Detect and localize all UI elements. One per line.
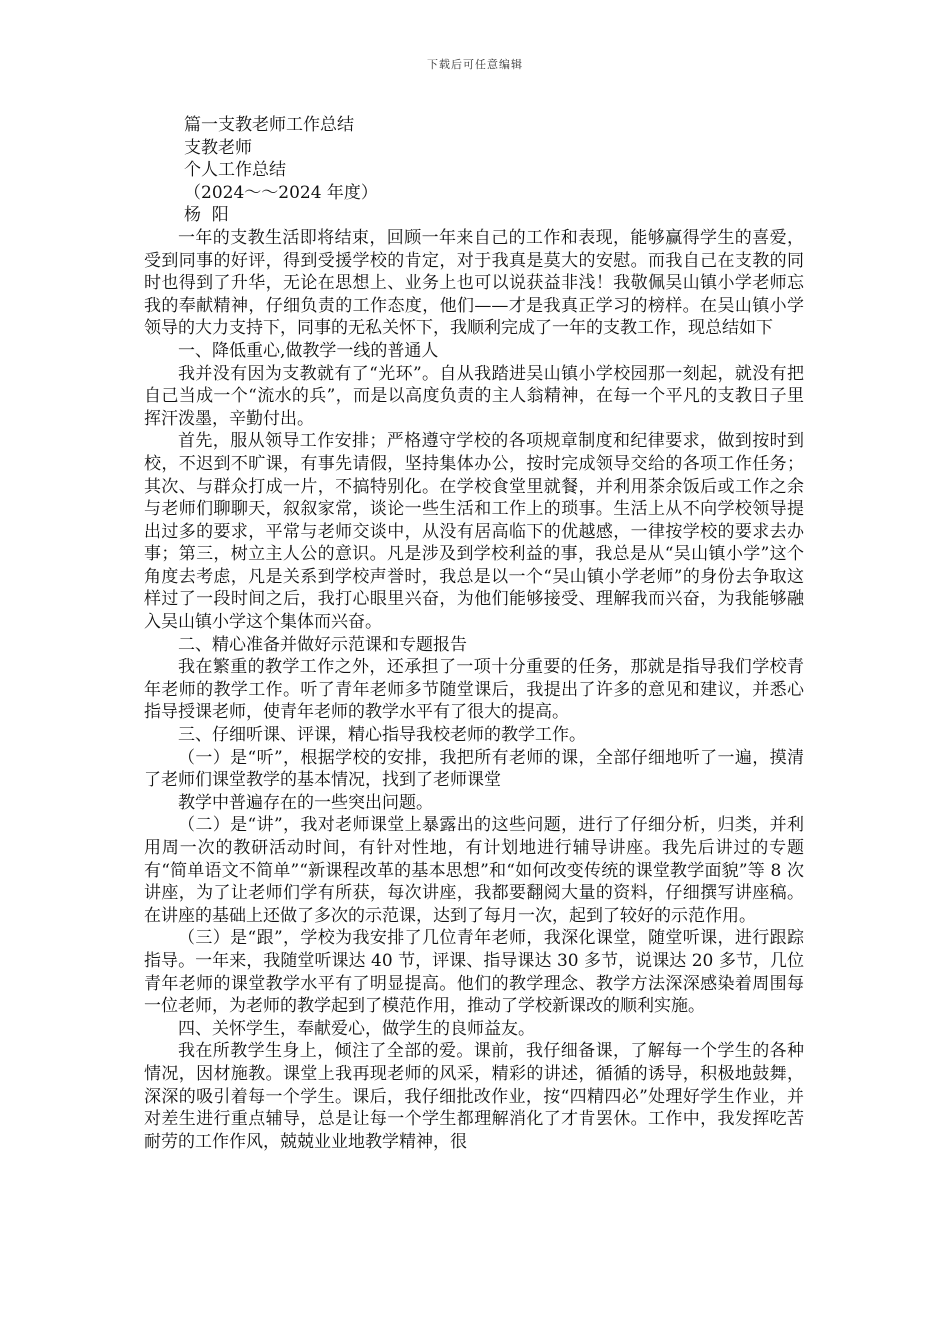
paragraph-1b: 首先，服从领导工作安排；严格遵守学校的各项规章制度和纪律要求，做到按时到校，不迟到不旷课，有事先请假，坚持集体办公，按时完成领导交给的各项工作任务；其次、与群众打成一片，不搞特别化。在学校食堂里就餐，并利用茶余饭后或工作之余与老师们聊聊天，叙叙家常，谈论一些生活和工作上的琐事。生活上从不向学校领导提出过多的要求，平常与老师交谈中，从没有居高临下的优越感，一律按学校的要求去办事；第三，树立主人公的意识。凡是涉及到学校利益的事，我总是从“吴山镇小学”这个角度去考虑，凡是关系到学校声誉时，我总是以一个“吴山镇小学老师”的身份去争取这样过了一段时间之后，我打心眼里兴奋，为他们能够接受、理解我而兴奋，为我能够融入吴山镇小学这个集体而兴奋。 xyxy=(144,431,804,633)
page-header-note: 下载后可任意编辑 xyxy=(427,58,523,71)
doc-subtitle-role: 支教老师 xyxy=(184,137,252,158)
doc-title-line: 篇一支教老师工作总结 xyxy=(184,115,354,135)
paragraph-intro: 一年的支教生活即将结束，回顾一年来自己的工作和表现，能够赢得学生的喜爱，受到同事的好评，得到受援学校的肯定，对于我真是莫大的安慰。而我自己在支教的同时也得到了升华，无论在思想上、业务上也可以说获益非浅！我敬佩吴山镇小学老师忘我的奉献精神，仔细负责的工作态度，他们——才是我真正学习的榜样。在吴山镇小学领导的大力支持下，同事的无私关怀下，我顺利完成了一年的支教工作，现总结如下 xyxy=(144,227,804,339)
paragraph-3a: （一）是“听”，根据学校的安排，我把所有老师的课，全部仔细地听了一遍，摸清了老师们课堂教学的基本情况，找到了老师课堂 xyxy=(144,747,804,791)
section-heading-2: 二、精心准备并做好示范课和专题报告 xyxy=(178,634,467,655)
paragraph-4: 我在所教学生身上，倾注了全部的爱。课前，我仔细备课，了解每一个学生的各种情况，因材施教。课堂上我再现老师的风采，精彩的讲述，循循的诱导，积极地鼓舞，深深的吸引着每一个学生。课后，我仔细批改作业，按“四精四必”处理好学生作业，并对差生进行重点辅导，总是让每一个学生都理解消化了才肯罢休。工作中，我发挥吃苦耐劳的工作作风，兢兢业业地教学精神，很 xyxy=(144,1041,804,1152)
doc-subtitle-summary: 个人工作总结 xyxy=(184,160,286,181)
paragraph-1a: 我并没有因为支教就有了“光环”。自从我踏进吴山镇小学校园那一刻起，就没有把自己当成一个“流水的兵”，而是以高度负责的主人翁精神，在每一个平凡的支教日子里挥汗泼墨，辛勤付出。 xyxy=(144,363,804,429)
section-heading-4: 四、关怀学生，奉献爱心，做学生的良师益友。 xyxy=(178,1018,535,1039)
document-body xyxy=(144,114,804,1153)
doc-year-range: （2024～～2024 年度） xyxy=(184,182,378,203)
section-heading-3: 三、仔细听课、评课，精心指导我校老师的教学工作。 xyxy=(178,725,586,746)
paragraph-3c: （三）是“跟”，学校为我安排了几位青年老师，我深化课堂，随堂听课，进行跟踪指导。一年来，我随堂听课达 40 节，评课、指导课达 30 多节，说课达 20 多节，几位青年老师的课堂教学水平有了明显提高。他们的教学理念、教学方法深深感染着周围每一位老师，为老师的教学起到了模范作用，推动了学校新课改的顺利实施。 xyxy=(144,928,804,1017)
doc-author: 杨 阳 xyxy=(184,205,229,226)
section-heading-1: 一、降低重心,做教学一线的普通人 xyxy=(178,340,439,361)
paragraph-3a-continued: 教学中普遍存在的一些突出问题。 xyxy=(178,792,433,813)
paragraph-2: 我在繁重的教学工作之外，还承担了一项十分重要的任务，那就是指导我们学校青年老师的教学工作。听了青年老师多节随堂课后，我提出了许多的意见和建议，并悉心指导授课老师，使青年老师的教学水平有了很大的提高。 xyxy=(144,657,804,723)
paragraph-3b: （二）是“讲”，我对老师课堂上暴露出的这些问题，进行了仔细分析，归类，并利用周一次的教研活动时间，有针对性地，有计划地进行辅导讲座。我先后讲过的专题有“简单语文不简单”“新课程改革的基本思想”和“如何改变传统的课堂教学面貌”等 8 次讲座，为了让老师们学有所获，每次讲座，我都要翻阅大量的资料，仔细撰写讲座稿。在讲座的基础上还做了多次的示范课，达到了每月一次，起到了较好的示范作用。 xyxy=(144,815,804,926)
